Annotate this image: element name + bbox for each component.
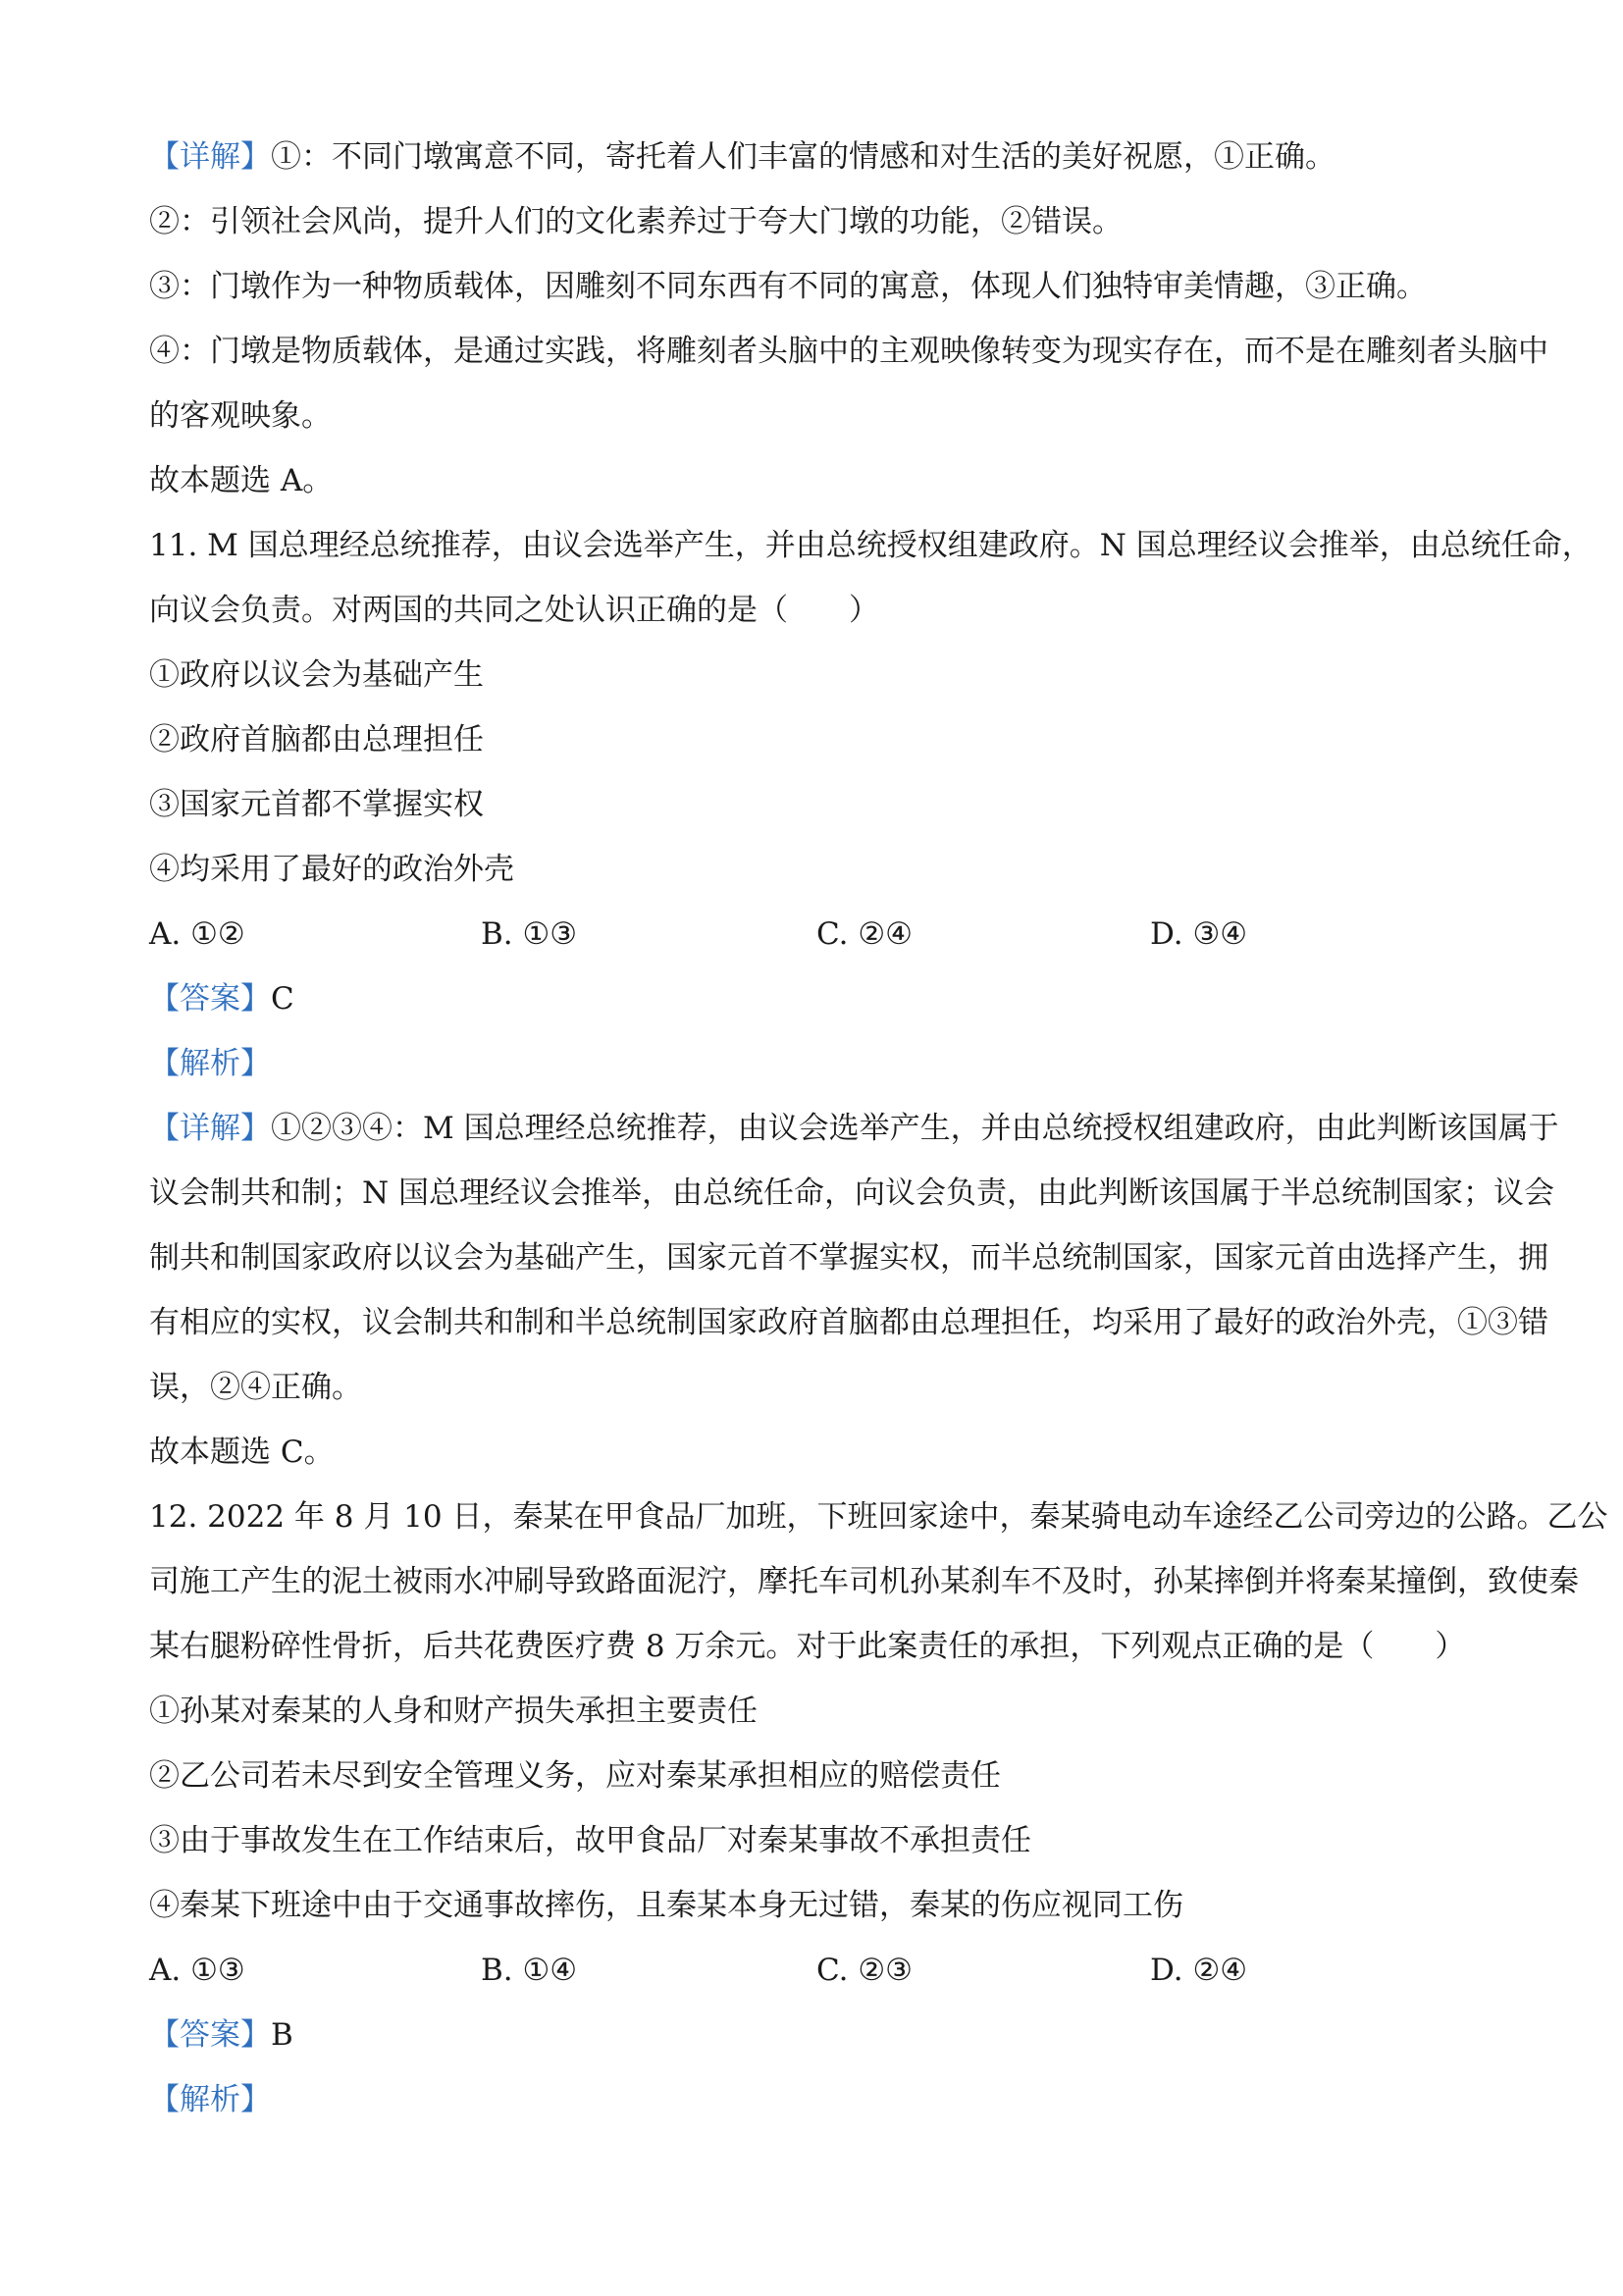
q12-item-2: ②乙公司若未尽到安全管理义务，应对秦某承担相应的赔偿责任 [149, 1758, 1001, 1794]
q11-item-1: ①政府以议会为基础产生 [149, 657, 484, 693]
q12-stem-line-3: 某右腿粉碎性骨折，后共花费医疗费 8 万余元。对于此案责任的承担，下列观点正确的是（ ） [149, 1629, 1466, 1664]
q10-detail-line-1: 【详解】①：不同门墩寓意不同，寄托着人们丰富的情感和对生活的美好祝愿，①正确。 [149, 139, 1335, 175]
q11-item-3: ③国家元首都不掌握实权 [149, 787, 484, 822]
q11-stem-line-1: 11. M 国总理经总统推荐，由议会选举产生，并由总统授权组建政府。N 国总理经议会推举，由总统任命， [149, 528, 1593, 563]
q10-detail-line-2: ②：引领社会风尚，提升人们的文化素养过于夸大门墩的功能，②错误。 [149, 204, 1123, 239]
q11-analysis-heading: 【解析】 [149, 1046, 271, 1081]
q12-analysis-heading: 【解析】 [149, 2082, 271, 2117]
detail-tag: 【详解】 [149, 139, 271, 175]
q11-item-2: ②政府首脑都由总理担任 [149, 722, 484, 757]
q11-item-4: ④均采用了最好的政治外壳 [149, 852, 514, 887]
answer-tag: 【答案】 [149, 2017, 271, 2053]
q11-stem-line-2: 向议会负责。对两国的共同之处认识正确的是（ ） [149, 593, 879, 628]
q12-answer [149, 2013, 1484, 2057]
q11-detail-line-4: 有相应的实权，议会制共和制和半总统制国家政府首脑都由总理担任，均采用了最好的政治外壳，①③错 [149, 1305, 1548, 1340]
q10-conclusion: 故本题选 A。 [149, 463, 334, 498]
q11-detail-line-5: 误，②④正确。 [149, 1370, 362, 1405]
q12-option-c: C. ②③ [816, 1953, 913, 1988]
q11-detail-line-1: 【详解】①②③④：M 国总理经总统推荐，由议会选举产生，并由总统授权组建政府，由此判断该国属于 [149, 1111, 1559, 1146]
q11-option-a: A. ①② [149, 916, 245, 952]
q12-stem-line-2: 司施工产生的泥土被雨水冲刷导致路面泥泞，摩托车司机孙某刹车不及时，孙某摔倒并将秦某撞倒，致使秦 [149, 1564, 1579, 1599]
answer-value: B [271, 2017, 293, 2053]
q10-detail-line-5: 的客观映象。 [149, 398, 332, 434]
q12-item-4: ④秦某下班途中由于交通事故摔伤，且秦某本身无过错，秦某的伤应视同工伤 [149, 1888, 1183, 1923]
q11-option-d: D. ③④ [1150, 916, 1248, 952]
q11-detail-line-3: 制共和制国家政府以议会为基础产生，国家元首不掌握实权，而半总统制国家，国家元首由选择产生，拥 [149, 1240, 1548, 1276]
detail-tag: 【详解】 [149, 1111, 271, 1146]
q10-detail-line-4: ④：门墩是物质载体，是通过实践，将雕刻者头脑中的主观映像转变为现实存在，而不是在雕刻者头脑中 [149, 334, 1548, 369]
q12-stem-line-1: 12. 2022 年 8 月 10 日，秦某在甲食品厂加班，下班回家途中，秦某骑电动车途经乙公司旁边的公路。乙公 [149, 1499, 1608, 1535]
q12-item-3: ③由于事故发生在工作结束后，故甲食品厂对秦某事故不承担责任 [149, 1823, 1031, 1858]
q11-options [149, 913, 1484, 956]
q12-options [149, 1949, 1484, 1992]
answer-tag: 【答案】 [149, 981, 271, 1017]
q12-item-1: ①孙某对秦某的人身和财产损失承担主要责任 [149, 1694, 758, 1729]
q12-option-d: D. ②④ [1150, 1953, 1248, 1988]
q12-option-a: A. ①③ [149, 1953, 245, 1988]
q12-option-b: B. ①④ [481, 1953, 578, 1988]
q11-detail-line-2: 议会制共和制；N 国总理经议会推举，由总统任命，向议会负责，由此判断该国属于半总统制国家；议会 [149, 1175, 1554, 1211]
q10-detail-line-3: ③：门墩作为一种物质载体，因雕刻不同东西有不同的寓意，体现人们独特审美情趣，③正确。 [149, 269, 1427, 304]
q11-conclusion: 故本题选 C。 [149, 1435, 335, 1470]
q11-option-c: C. ②④ [816, 916, 913, 952]
q11-option-b: B. ①③ [481, 916, 578, 952]
answer-value: C [271, 981, 294, 1017]
q11-answer [149, 977, 1484, 1020]
